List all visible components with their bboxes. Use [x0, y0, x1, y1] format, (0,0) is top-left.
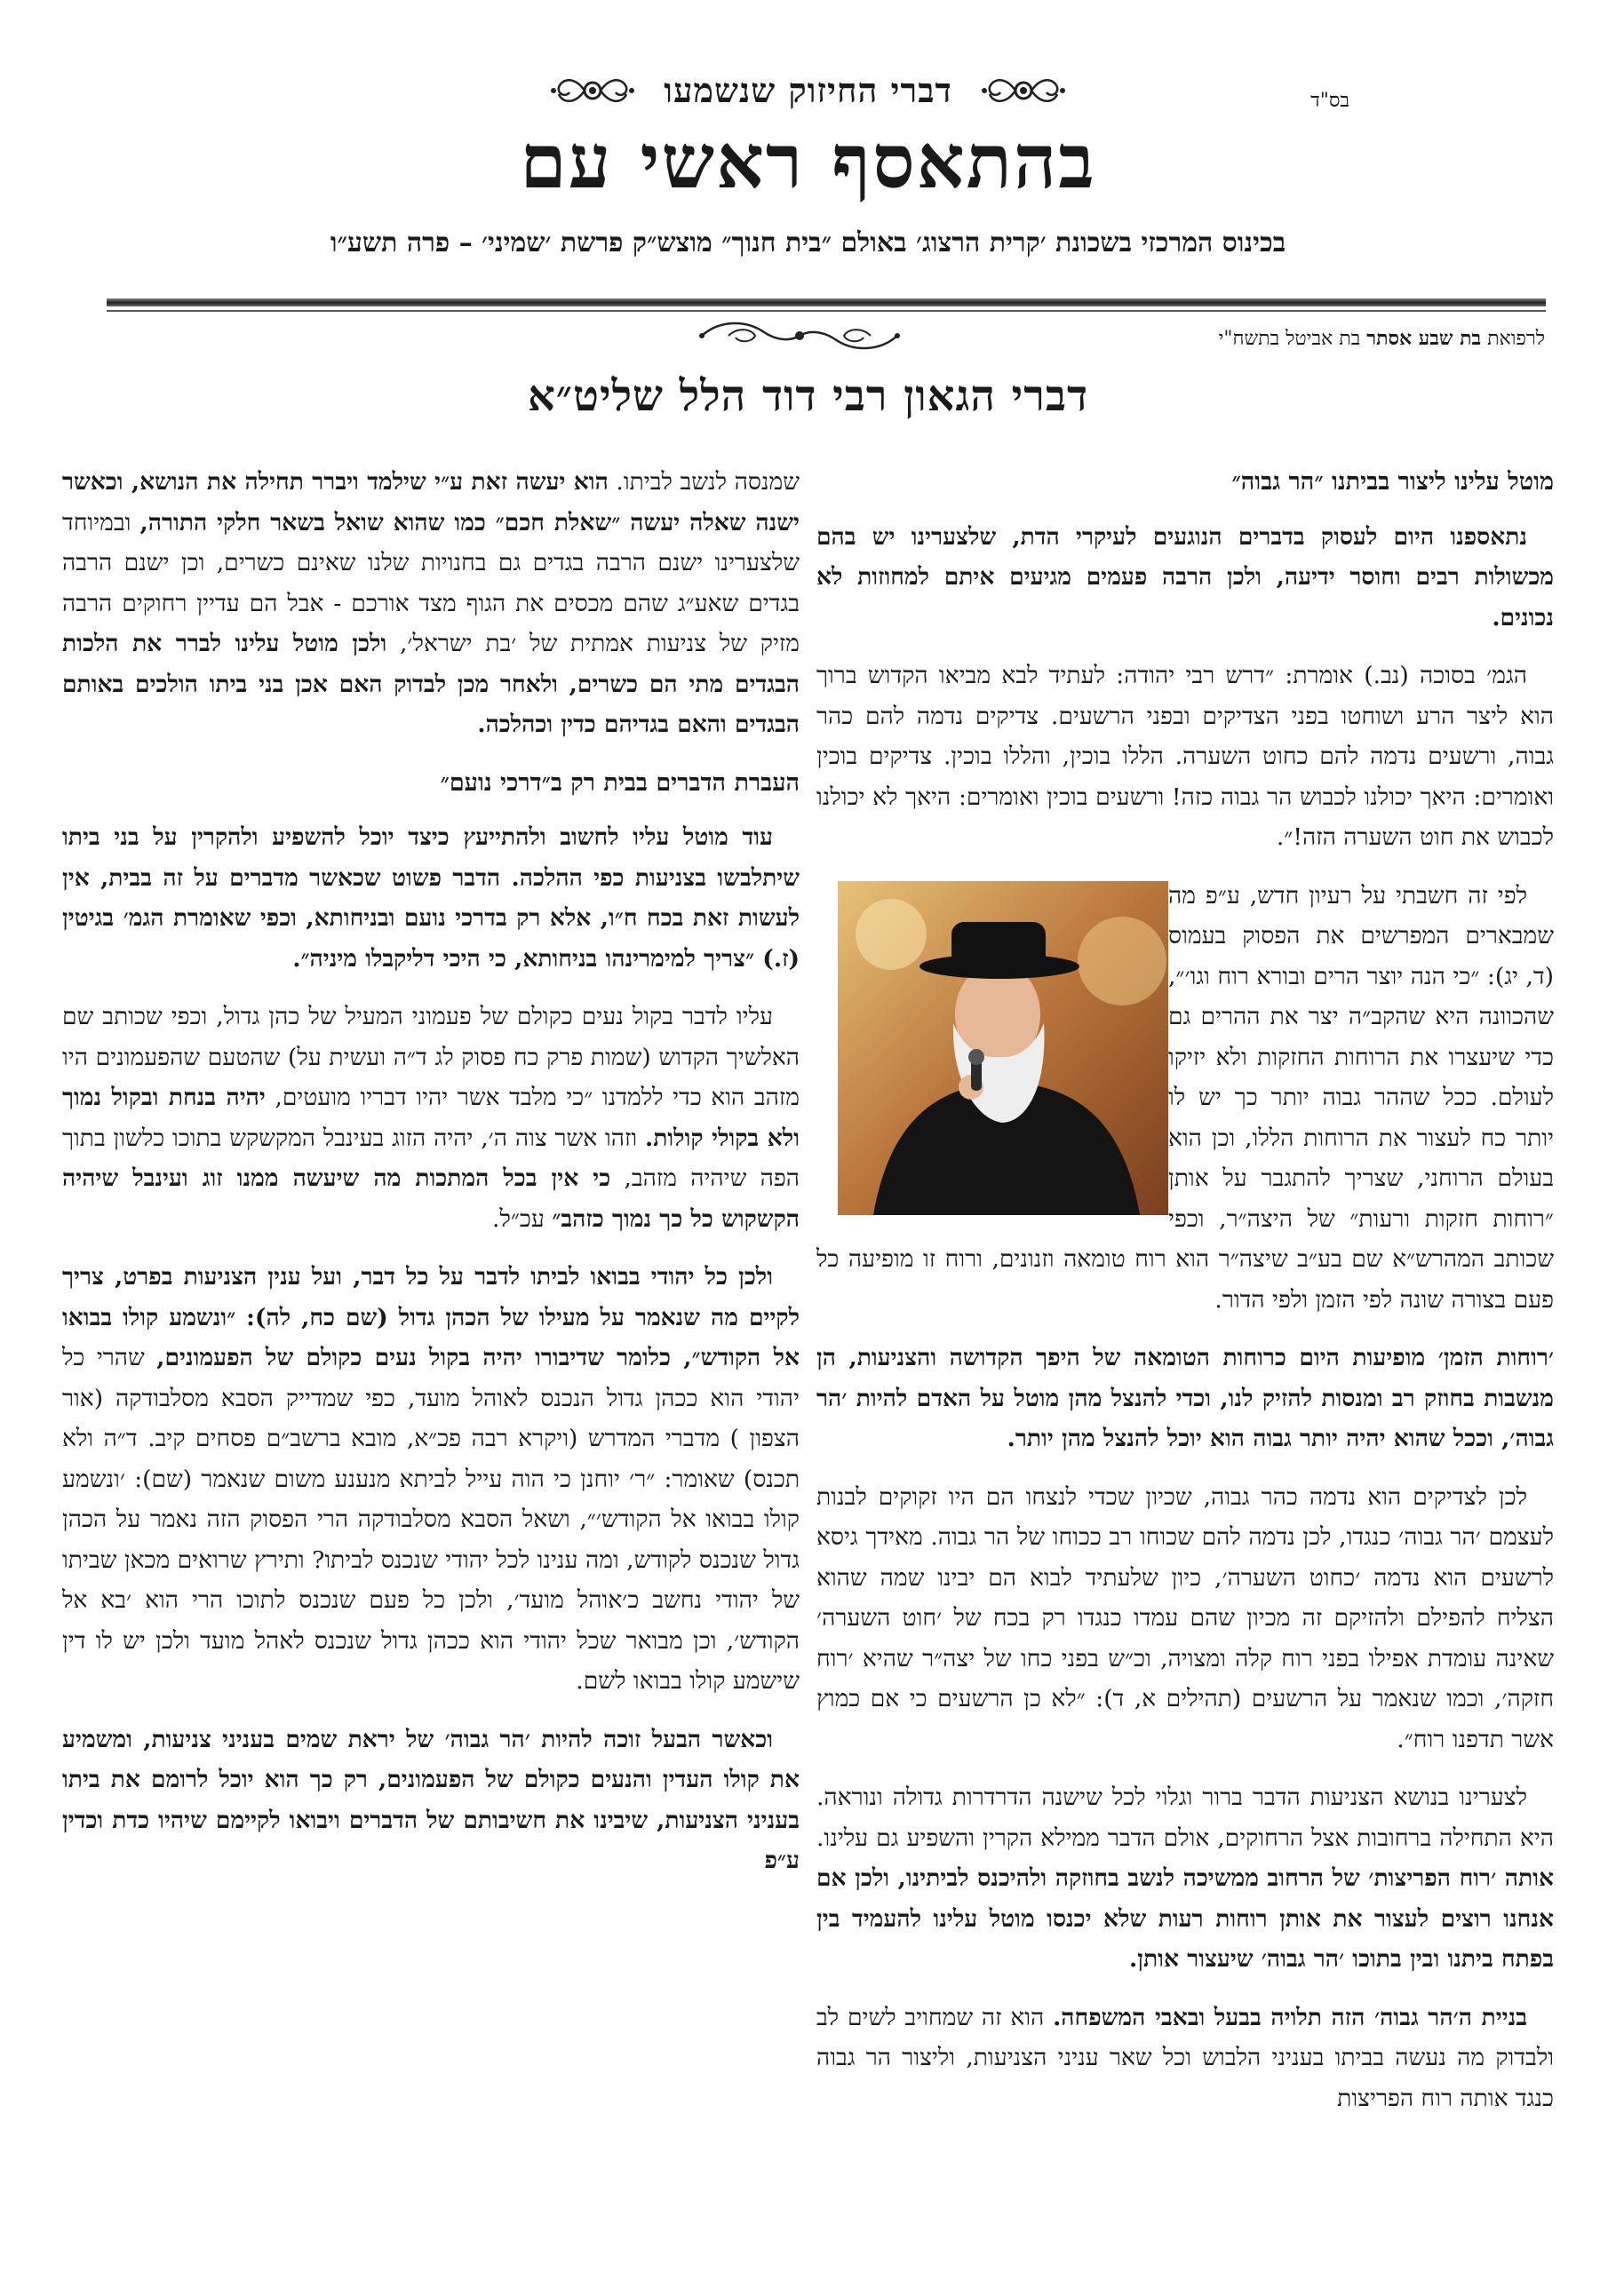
top-banner: [0, 69, 1616, 115]
paragraph: ולכן כל יהודי בבואו לביתו לדבר על כל דבר, ועל ענין הצניעות בפרט, צריך לקיים מה שנאמר על מעילו של הכהן גדול (שם כח, לה): ״ונשמע קולו בבואו אל הקודש״, כלומר שדיבורו יהיה בקול נעים כקולם של הפעמונים, שהרי כל יהודי הוא ככהן גדול הנכנס לאוהל מועד, כפי שמדייק הסבא מסלבודקה (אור הצפון ) מדברי המדרש (ויקרא רבה פכ״א, מובא ברשב״ם פסחים קיב. ד״ה ולא תכנס) שאומר: ״ר׳ יוחנן כי הוה עייל לביתא מנענע משום שנאמר (שם): ׳ונשמע קולו בבואו אל הקודש׳״, ושאל הסבא מסלבודקה הרי הפסוק הזה נאמר על הכהן גדול שנכנס לקודש, ומה ענינו לכל יהודי שנכנס לביתו? ותירץ שרואים מכאן שביתו של יהודי נחשב כ׳אוהל מועד׳, ולכן כל פעם שנכנס לתוכו הרי הוא ׳בא אל הקודש׳, וכן מבואר שכל יהודי הוא ככהן גדול שנכנס לאהל מועד ולכן יש לו דין שישמע קולו בבואו לשם.: [62, 1263, 800, 1695]
small-title: דברי החיזוק שנשמעו: [664, 70, 952, 110]
subtitle: בכינוס המרכזי בשכונת ׳קרית הרצוג׳ באולם ״בית חנוך״ מוצש״ק פרשת ׳שמיני׳ – פרה תשע״ו: [330, 227, 1286, 258]
speaker-title: דברי הגאון רבי דוד הלל שליט״א: [527, 371, 1089, 421]
header-rule-thin: [107, 310, 1546, 312]
paragraph: לפי זה חשבתי על רעיון חדש, ע״פ מה שמבארים המפרשים את הפסוק בעמוס (ד, יג): ״כי הנה יוצר הרים ובורא רוח וגו׳״, שהכוונה היא שהקב״ה יצר את ההרים גם כדי שיעצרו את הרוחות החזקות ולא יזיקו לעולם. ככל שההר גבוה יותר כך יש לו יותר כח לעצור את הרוחות הללו, וכן הוא בעולם הרוחני, שצריך להתגבר על אותן ״רוחות חזקות ורעות״ של היצה״ר, וכפי שכותב המהרש״א שם בע״ב שיצה״ר הוא רוח טומאה וזנונים, ורוח זו מופיעה כל פעם בצורה שונה לפי הזמן ולפי הדור.: [816, 881, 1554, 1314]
paragraph: שמנסה לנשב לביתו. הוא יעשה זאת ע״י שילמד ויברר תחילה את הנושא, וכאשר ישנה שאלה יעשה ״שאלת חכם״ כמו שהוא שואל בשאר חלקי התורה, ובמיוחד שלצערינו ישנם הרבה בגדים גם בחנויות שלנו שאינם כשרים, וכן ישנם הרבה בגדים שאע״ג שהם מכסים את הגוף מצד אורכם - אבל הם עדיין רחוקים הרבה מזיק של צניעות אמתית של ׳בת ישראל׳, ולכן מוטל עלינו לברר את הלכות הבגדים מתי הם כשרים, ולאחר מכן לבדוק האם אכן בני ביתו הולכים באותם הבגדים והאם בגדיהם כדין וכהלכה.: [62, 468, 800, 738]
right-column: [816, 462, 1554, 2136]
header-rule: [107, 298, 1546, 306]
ornament-icon: [548, 69, 637, 112]
paragraph: נתאספנו היום לעסוק בדברים הנוגעים לעיקרי הדת, שלצערינו יש בהם מכשולות רבים וחוסר ידיעה, ולכן הרבה פעמים מגיעים איתם למחוזות לא נכונים.: [816, 522, 1554, 632]
flourish-icon: [693, 316, 906, 359]
ornament-icon: [979, 69, 1068, 112]
left-column: [62, 462, 800, 1899]
dedication: [1219, 327, 1545, 350]
paragraph: בניית ה׳הר גבוה׳ הזה תלויה בבעל ובאבי המשפחה. הוא זה שמחויב לשים לב ולבדוק מה נעשה בביתו בעניני הלבוש וכל שאר עניני הצניעות, וליצור הר גבוה כנגד אותה רוח הפריצות: [816, 2003, 1554, 2112]
paragraph: הגמ׳ בסוכה (נב.) אומרת: ״דרש רבי יהודה: לעתיד לבא מביאו הקדוש ברוך הוא ליצר הרע ושוחטו בפני הצדיקים ובפני הרשעים. צדיקים נדמה להם כהר גבוה, ורשעים נדמה להם כחוט השערה. הללו בוכין, והללו בוכין. צדיקים בוכין ואומרים: היאך יכולנו לכבוש הר גבוה כזה! ורשעים בוכין ואומרים: היאך לא יכולנו לכבוש את חוט השערה הזה!״.: [816, 662, 1554, 851]
paragraph: עליו לדבר בקול נעים כקולם של פעמוני המעיל של כהן גדול, וכפי שכותב שם האלשיך הקדוש (שמות פרק כח פסוק לג ד״ה ועשית על) שהטעם שהפעמונים היו מזהב הוא כדי ללמדנו ״כי מלבד אשר יהיו דבריו מועטים, יהיה בנחת ובקול נמוך ולא בקולי קולות. וזהו אשר צוה ה׳, יהיה הזוג בעינבל המקשקש בתוכו כלשון בתוך הפה שיהיה מזהב, כי אין בכל המתכות מה שיעשה ממנו זוג ועינבל שיהיה הקשקוש כל כך נמוך כזהב״ עכ״ל.: [62, 1003, 800, 1233]
paragraph: וכאשר הבעל זוכה להיות ׳הר גבוה׳ של יראת שמים בעניני צניעות, ומשמיע את קולו העדין והנעים כקולם של הפעמונים, רק כך הוא יוכל לרומם את ביתו בעניני הצניעות, שיבינו את חשיבותם של הדברים ויבואו לקיימם שיהיו כדת וכדין ע״פ: [62, 1725, 800, 1874]
paragraph: עוד מוטל עליו לחשוב ולהתייעץ כיצד יוכל להשפיע ולהקרין על בני ביתו שיתלבשו בצניעות כפי ההלכה. הדבר פשוט שכאשר מדברים על זה בבית, אין לעשות זאת בכח ח״ו, אלא רק בדרכי נועם ובניחותא, וכפי שאומרת הגמ׳ בגיטין (ז.) ״צריך למימרינהו בניחותא, כי היכי דליקבלו מיניה״.: [62, 823, 800, 973]
rabbi-photo: [838, 881, 1168, 1215]
section-heading: העברת הדברים בבית רק ב״דרכי נועם״: [440, 768, 800, 797]
paragraph: לצערינו בנושא הצניעות הדבר ברור וגלוי לכל שישנה הדרדרות גדולה ונוראה. היא התחילה ברחובות אצל הרחוקים, אולם הדבר ממילא הקרין והשפיע גם עלינו. אותה ׳רוח הפריצות׳ של הרחוב ממשיכה לנשב בחוזקה ולהיכנס לביתינו, ולכן אם אנחנו רוצים לעצור את אותן רוחות רעות שלא יכנסו מוטל עלינו להעמיד בין בפתח ביתנו ובין בתוכו ׳הר גבוה׳ שיעצור אותן.: [816, 1784, 1554, 1973]
paragraph: לכן לצדיקים הוא נדמה כהר גבוה, שכיון שכדי לנצחו הם היו זקוקים לבנות לעצמם ׳הר גבוה׳ כנגדו, לכן נדמה להם שכוחו רב ככוחו של הר גבוה. מאידך גיסא לרשעים הוא נדמה ׳כחוט השערה׳, כיון שלעתיד לבוא הם יבינו שמה שהוא הצליח להפילם ולהזיקם זה מכיון שהם עמדו כנגדו רק בכח של ׳חוט השערה׳ שאינה עומדת אפילו בפני רוח קלה ומצויה, וכ״ש בפני כחו של יצה״ר שהיא ׳רוח חזקה׳, וכמו שנאמר על הרשעים (תהילים א, ד): ״לא כן הרשעים כי אם כמוץ אשר תדפנו רוח״.: [816, 1482, 1554, 1753]
corner-tag: בס"ד: [1310, 90, 1349, 112]
dedication-prefix: לרפואת: [1487, 328, 1545, 350]
dedication-suffix: בת אביטל בתשח"י: [1218, 328, 1361, 350]
paragraph: ׳רוחות הזמן׳ מופיעות היום כרוחות הטומאה של היפך הקדושה והצניעות, הן מנשבות בחוזק רב ומנסות להזיק לנו, וכדי להנצל מהן מוטל על האדם להיות ׳הר גבוה׳, וככל שהוא יהיה יותר גבוה הוא יוכל להנצל מהן יותר.: [816, 1344, 1554, 1452]
section-heading: מוטל עלינו ליצור בביתנו ״הר גבוה״: [1231, 468, 1554, 496]
main-title: בהתאסף ראשי עם: [520, 117, 1096, 205]
dedication-name: בת שבע אסתר: [1366, 327, 1482, 350]
